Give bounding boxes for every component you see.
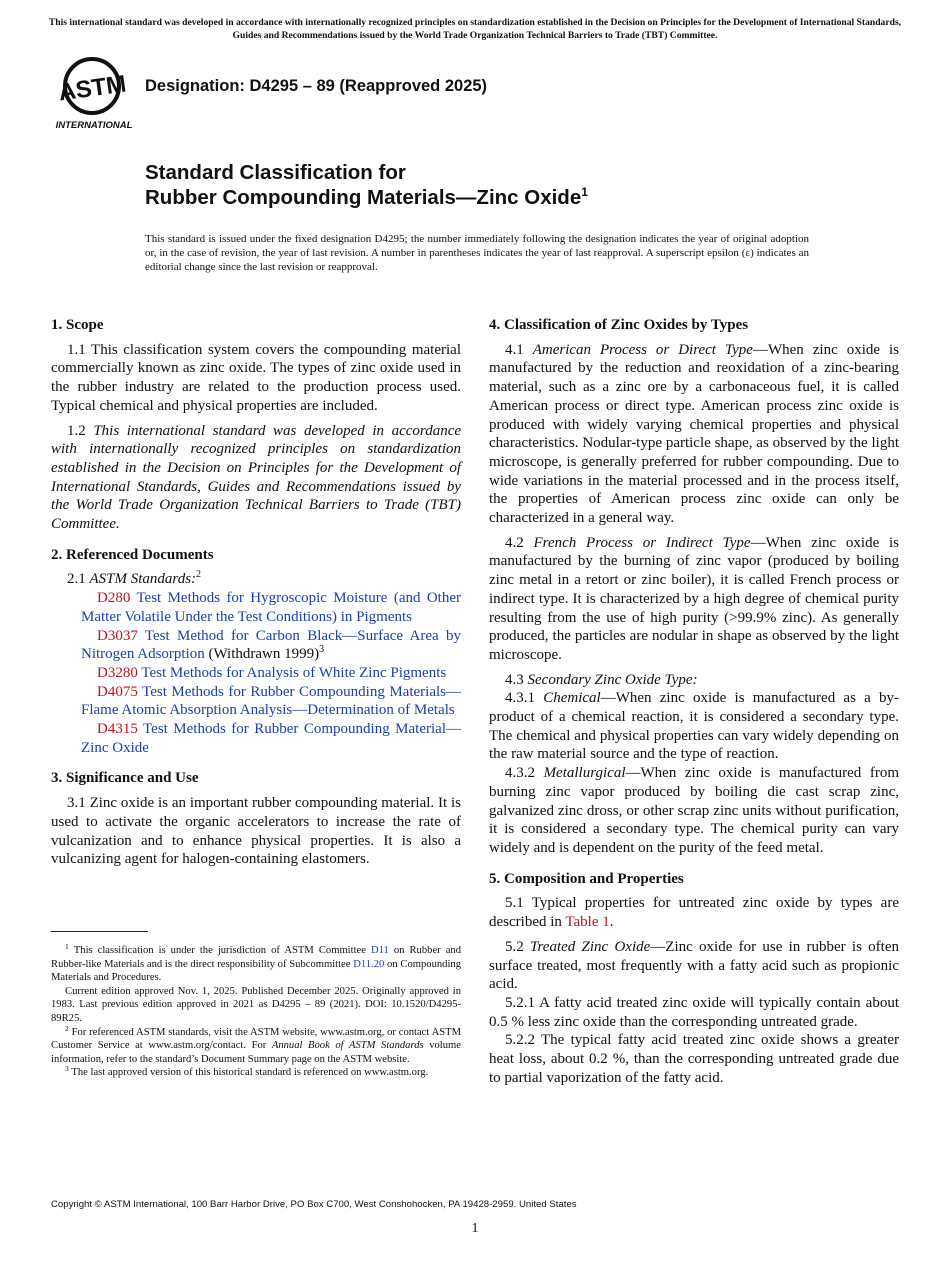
para-5-2-2: 5.2.2 The typical fatty acid treated zinc oxide shows a greater heat loss, about 0.2 %, than the corresponding untreated grade due to partial vaporization of the fatty acid. — [489, 1032, 899, 1086]
footnote-1: $^1$ This classification is under the jurisdiction of ASTM Committee D11 on Rubber and Rubber-like Materials and is the direct responsibility of Subcommittee D11.20 on Compounding Materials and Procedures. — [51, 942, 462, 984]
reference-code-link[interactable]: D4315 — [97, 721, 138, 738]
logo-caption: INTERNATIONAL — [55, 120, 133, 131]
table-1-link[interactable]: Table 1 — [565, 914, 610, 931]
para-5-2-1: 5.2.1 A fatty acid treated zinc oxide will typically contain about 0.5 % less zinc oxide than the corresponding untreated grade. — [489, 994, 899, 1030]
svg-text:ASTM: ASTM — [56, 70, 128, 107]
para-1-2: 1.2 This international standard was developed in accordance with internationally recognized principles on standardization established in the Decision on Principles for the Development of International Standards, Guides and Recommendations issued by the World Trade Organization Technical Barriers to Trade (TBT) Committee. — [51, 422, 462, 533]
footnote-3: $^3$ The last approved version of this historical standard is referenced on www.astm.org. — [65, 1064, 429, 1079]
reference-code-link[interactable]: D280 — [97, 590, 131, 607]
para-2-1: 2.1 ASTM Standards:$^2$ — [67, 569, 202, 588]
left-column — [51, 316, 461, 869]
reference-title-link[interactable]: Test Methods for Rubber Compounding Materials—Flame Atomic Absorption Analysis—Determination of Metals — [81, 683, 461, 719]
preamble: This standard is issued under the fixed designation D4295; the number immediately following the designation indicates the year of original adoption or, in the case of revision, the year of last revision. A number in parentheses indicates the year of last reapproval. A superscript epsilon (ε) indicates an editorial change since the last revision or reapproval. — [145, 233, 809, 273]
astm-logo — [52, 56, 136, 132]
right-column — [489, 316, 899, 1087]
reference-code-link[interactable]: D4075 — [97, 683, 138, 700]
reference-item — [51, 664, 461, 683]
title-footnote-mark: 1 — [581, 185, 588, 199]
reference-code-link[interactable]: D3037 — [97, 627, 138, 644]
para-5-2: 5.2 Treated Zinc Oxide—Zinc oxide for use in rubber is often surface treated, most frequently with a fatty acid such as propionic acid. — [489, 938, 900, 993]
para-5-1: 5.1 Typical properties for untreated zinc oxide by types are described in Table 1. — [489, 895, 899, 931]
designation: Designation: D4295 – 89 (Reapproved 2025) — [145, 77, 488, 95]
reference-title-link[interactable]: Test Methods for Hygroscopic Moisture (and Other Matter Volatile Under the Test Conditions) in Pigments — [81, 590, 461, 625]
page-number: 1 — [471, 1221, 479, 1236]
title-line-1: Standard Classification for — [145, 161, 406, 184]
para-4-3: 4.3 Secondary Zinc Oxide Type: — [505, 671, 698, 688]
section-1-heading: 1. Scope — [51, 317, 104, 333]
title-line-2: Rubber Compounding Materials—Zinc Oxide$^1$ — [145, 185, 588, 209]
reference-item: D3037 Test Method for Carbon Black—Surface Area by Nitrogen Adsorption (Withdrawn 1999)$^3$ — [81, 627, 461, 663]
reference-item — [51, 720, 461, 757]
copyright-notice: Copyright © ASTM International, 100 Barr Harbor Drive, PO Box C700, West Conshohocken, PA 19428-2959. United States — [51, 1199, 577, 1210]
section-2-heading: 2. Referenced Documents — [51, 546, 214, 563]
para-3-1: 3.1 Zinc oxide is an important rubber compounding material. It is used to activate the organic accelerators to increase the rate of vulcanization and to enhance physical properties. It is also a vulcanizing agent for halogen-containing elastomers. — [51, 795, 461, 868]
reference-item — [51, 683, 461, 720]
reference-title-link[interactable]: Test Methods for Analysis of White Zinc Pigments — [141, 664, 447, 681]
reference-list — [51, 589, 461, 757]
subcommittee-d11-20-link[interactable]: D11.20 — [353, 958, 385, 970]
reference-item — [51, 589, 461, 626]
para-4-3-2: 4.3.2 Metallurgical—When zinc oxide is manufactured from burning zinc vapor produced by boiling die cast scrap zinc, galvanized zinc dross, or other scrap zinc units without purification, it is considered a secondary type. The chemical purity can vary widely and is dependent on the purity of the feed metal. — [489, 765, 900, 856]
para-1-1: 1.1 This classification system covers the compounding material commercially known as zinc oxide. The types of zinc oxide used in the rubber industry are related to the production process used. Typical chemical and physical properties are included. — [51, 341, 461, 414]
reference-title-link[interactable]: Test Method for Carbon Black—Surface Area by Nitrogen Adsorption — [81, 627, 461, 663]
para-4-2: 4.2 French Process or Indirect Type—When zinc oxide is manufactured by the burning of zinc vapor (produced by boiling zinc metal in a retort or zinc boiler), it is called French process or indirect type. It is characterized by a high degree of chemical purity resulting from the use of high purity (>99.9% zinc). As generally produced, the particles are nodular in shape as observed by the light microscope. — [489, 534, 899, 663]
footnote-divider — [51, 931, 148, 932]
footnotes — [51, 944, 461, 1080]
reference-title-link[interactable]: Test Methods for Rubber Compounding Material—Zinc Oxide — [81, 721, 461, 756]
para-4-1: 4.1 American Process or Direct Type—When zinc oxide is manufactured by the reduction and reoxidation of a zinc-bearing material, such as a zinc ore by a carbonaceous fuel, it is called American process or direct type. American process zinc oxide is produced with widely varying chemical properties and physical characteristics. Nodular-type particle shape, as observed by the light microscope, is generally preferred for rubber compounding. Due to wide variations in the material processed and in the process itself, the properties of American process zinc oxide can only be characterized in a general way. — [489, 341, 899, 527]
para-4-3-1: 4.3.1 Chemical—When zinc oxide is manufactured as a by-product of a chemical reaction, it is considered a secondary type. The chemical and physical properties can vary widely depending on the raw material source and the type of reaction. — [489, 690, 900, 763]
section-3-heading: 3. Significance and Use — [51, 770, 199, 787]
footnote-1-edition: Current edition approved Nov. 1, 2025. Published December 2025. Originally approved in 1983. Last previous edition approved in 2021 as D4295 – 89 (2021). DOI: 10.1520/D4295-89R25. — [51, 985, 461, 1024]
top-notice: This international standard was developed in accordance with internationally recognized principles on standardization established in the Decision on Principles for the Development of International Standards, Guides and Recommendations issued by the World Trade Organization Technical Barriers to Trade (TBT) Committee. — [48, 17, 902, 41]
committee-d11-link[interactable]: D11 — [370, 945, 389, 956]
reference-code-link[interactable]: D3280 — [97, 664, 138, 681]
footnote-2: $^2$ For referenced ASTM standards, visit the ASTM website, www.astm.org, or contact ASTM Customer Service at www.astm.org/contact. For Annual Book of ASTM Standards volume information, refer to the standard’s Document Summary page on the ASTM website. — [51, 1023, 461, 1065]
section-5-heading: 5. Composition and Properties — [489, 870, 684, 887]
document-title — [145, 160, 588, 213]
section-4-heading: 4. Classification of Zinc Oxides by Types — [489, 317, 749, 333]
